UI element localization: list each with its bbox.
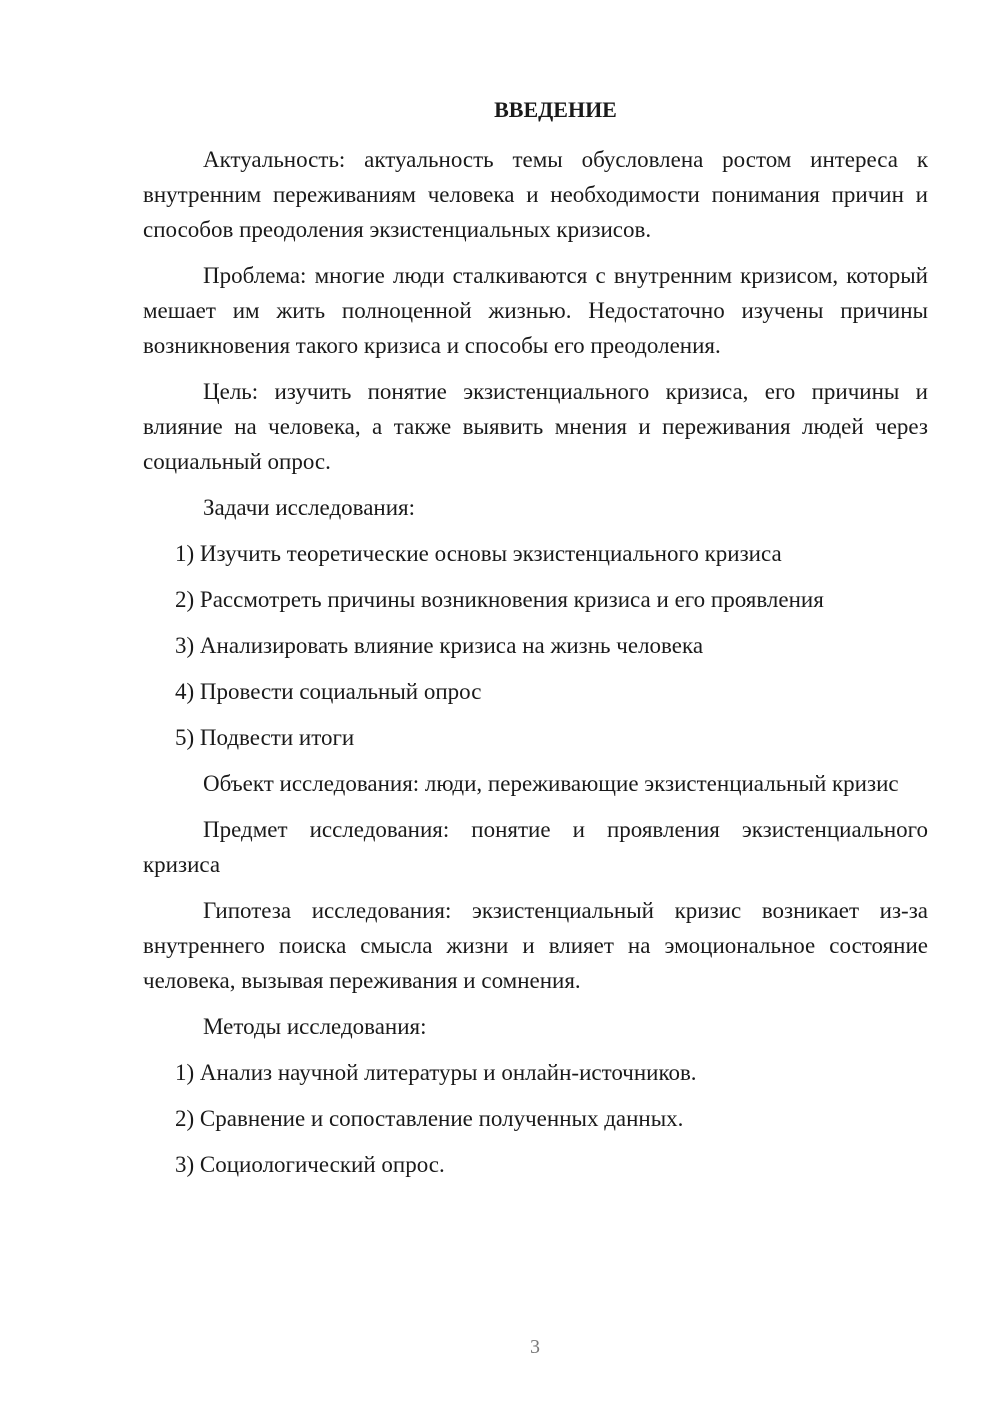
tasks-list — [143, 536, 928, 755]
goal-paragraph: Цель: изучить понятие экзистенциального кризиса, его причины и влияние на человека, а также выявить мнения и переживания людей через социальный опрос. — [143, 379, 928, 474]
task-item: 3) Анализировать влияние кризиса на жизнь человека — [175, 633, 704, 658]
subject-paragraph: Предмет исследования: понятие и проявления экзистенциального кризиса — [143, 817, 928, 877]
task-item: 2) Рассмотреть причины возникновения кризиса и его проявления — [175, 587, 824, 612]
problem-paragraph: Проблема: многие люди сталкиваются с внутренним кризисом, который мешает им жить полноценной жизнью. Недостаточно изучены причины возникновения такого кризиса и способы его преодоления. — [143, 263, 928, 358]
page-number: 3 — [530, 1336, 540, 1358]
section-heading: ВВЕДЕНИЕ — [494, 97, 617, 122]
task-item: 1) Изучить теоретические основы экзистенциального кризиса — [175, 541, 782, 566]
methods-list — [143, 1055, 928, 1182]
page-content — [143, 94, 928, 1193]
method-item: 1) Анализ научной литературы и онлайн-источников. — [175, 1060, 697, 1085]
tasks-intro: Задачи исследования: — [203, 495, 416, 520]
hypothesis-paragraph: Гипотеза исследования: экзистенциальный кризис возникает из-за внутреннего поиска смысла жизни и влияет на эмоциональное состояние человека, вызывая переживания и сомнения. — [143, 898, 928, 993]
relevance-paragraph: Актуальность: актуальность темы обусловлена ростом интереса к внутренним переживаниям человека и необходимости понимания причин и способов преодоления экзистенциальных кризисов. — [143, 147, 928, 242]
method-item: 3) Социологический опрос. — [175, 1152, 445, 1177]
task-item: 5) Подвести итоги — [175, 725, 355, 750]
task-item: 4) Провести социальный опрос — [175, 679, 482, 704]
object-paragraph: Объект исследования: люди, переживающие экзистенциальный кризис — [203, 771, 899, 796]
method-item: 2) Сравнение и сопоставление полученных данных. — [175, 1106, 684, 1131]
methods-intro: Методы исследования: — [203, 1014, 427, 1039]
